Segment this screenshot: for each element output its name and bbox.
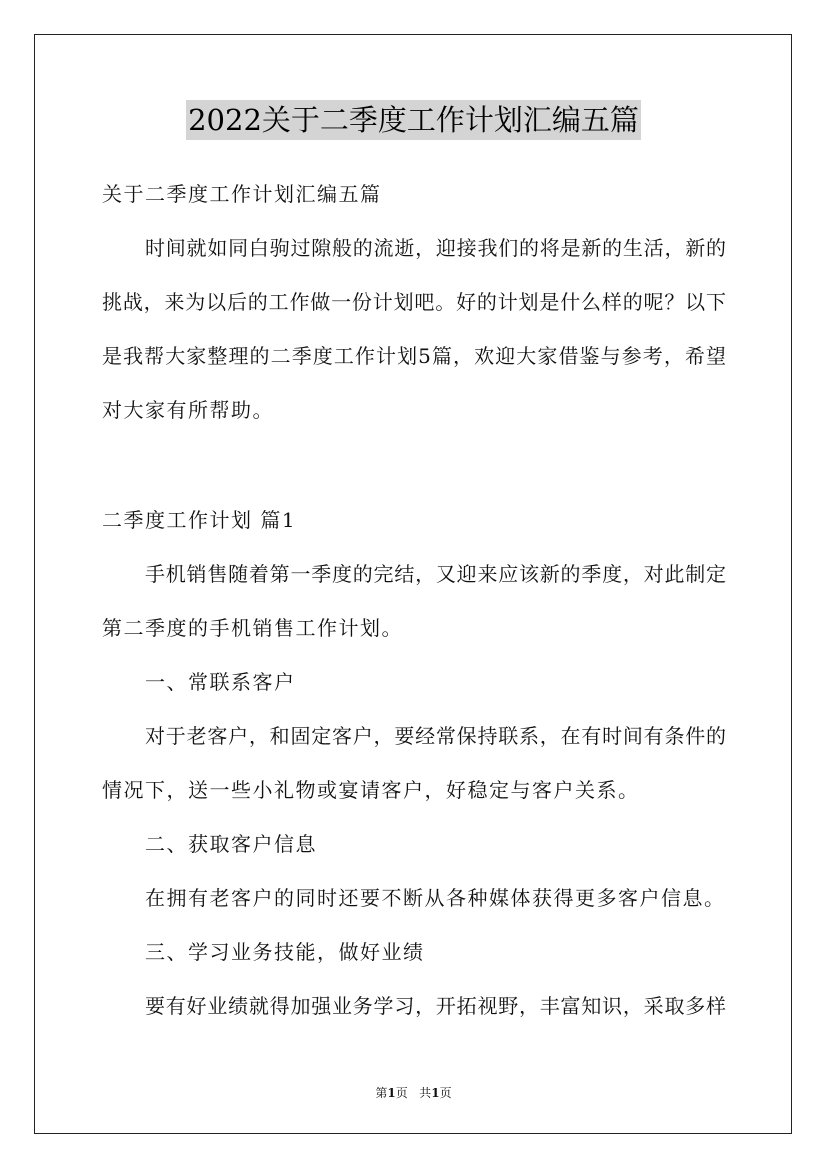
body-line-3: 对于老客户，和固定客户，要经常保持联系，在有时间有条件的	[145, 724, 726, 748]
body-line-2: 第二季度的手机销售工作计划。	[102, 616, 403, 640]
intro-line-2: 挑战，来为以后的工作做一份计划吧。好的计划是什么样的呢？以下	[102, 290, 726, 314]
page-footer	[0, 1085, 827, 1101]
intro-line-4: 对大家有所帮助。	[102, 398, 274, 422]
body-line-6: 要有好业绩就得加强业务学习，开拓视野，丰富知识，采取多样	[145, 994, 726, 1018]
section-heading: 二季度工作计划 篇1	[102, 508, 297, 532]
footer-total-pages: 1	[431, 1086, 440, 1100]
footer-current-page: 1	[387, 1086, 396, 1100]
footer-mid: 页 共	[395, 1086, 432, 1100]
document-title: 2022关于二季度工作计划汇编五篇	[186, 100, 641, 140]
body-line-1: 手机销售随着第一季度的完结，又迎来应该新的季度，对此制定	[145, 562, 726, 586]
intro-line-1: 时间就如同白驹过隙般的流逝，迎接我们的将是新的生活，新的	[145, 236, 726, 260]
title-wrapper	[0, 100, 827, 140]
subheading-2: 二、获取客户信息	[145, 832, 317, 856]
subheading-1: 一、常联系客户	[145, 670, 296, 694]
footer-prefix: 第	[375, 1086, 388, 1100]
subheading-3: 三、学习业务技能，做好业绩	[145, 940, 425, 964]
body-line-4: 情况下，送一些小礼物或宴请客户，好稳定与客户关系。	[102, 778, 640, 802]
footer-suffix: 页	[439, 1086, 452, 1100]
intro-line-3: 是我帮大家整理的二季度工作计划5篇，欢迎大家借鉴与参考，希望	[102, 344, 726, 368]
document-subtitle: 关于二季度工作计划汇编五篇	[102, 182, 382, 206]
body-line-5: 在拥有老客户的同时还要不断从各种媒体获得更多客户信息。	[145, 886, 726, 910]
